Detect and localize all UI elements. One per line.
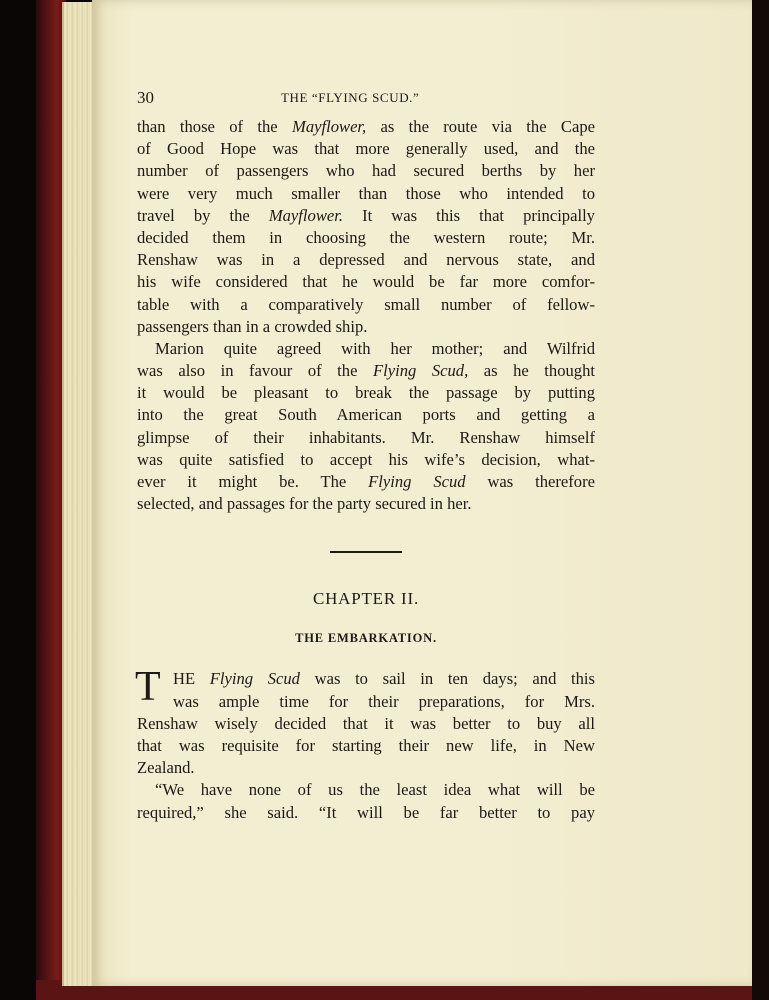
section-divider (330, 551, 402, 553)
text-line: was also in favour of the Flying Scud, as he thought (137, 361, 595, 381)
text-line: “We have none of us the least idea what will be (155, 780, 595, 800)
text-line: selected, and passages for the party secured in her. (137, 494, 472, 514)
page-number: 30 (137, 88, 154, 107)
paragraph-1 (137, 116, 595, 338)
text-line: table with a comparatively small number of fellow- (137, 294, 595, 314)
paragraph-4 (137, 779, 595, 823)
text-line: were very much smaller than those who intended to (137, 183, 595, 203)
scan-border (752, 0, 769, 1000)
text-line: required,” she said. “It will be far better to pay (137, 802, 595, 822)
page-content (137, 84, 595, 824)
chapter-subtitle: THE EMBARKATION. (295, 631, 437, 646)
text-line: passengers than in a crowded ship. (137, 316, 368, 336)
drop-cap: T (135, 664, 161, 711)
paragraph-3 (135, 664, 595, 779)
chapter-title: CHAPTER II. (312, 589, 420, 609)
text-line: his wife considered that he would be far more comfor- (137, 272, 595, 292)
text-line: HE Flying Scud was to sail in ten days; and this (173, 669, 595, 689)
text-line: it would be pleasant to break the passage by putting (137, 383, 595, 403)
text-line: Marion quite agreed with her mother; and Wilfrid (155, 338, 595, 358)
text-line: Renshaw wisely decided that it was better to buy all (137, 713, 595, 733)
text-line: decided them in choosing the western route; Mr. (137, 227, 595, 247)
text-line: Renshaw was in a depressed and nervous state, and (137, 250, 595, 270)
text-line: glimpse of their inhabitants. Mr. Renshaw himself (137, 427, 595, 447)
text-line: number of passengers who had secured berths by her (137, 161, 595, 181)
text-line: was ample time for their preparations, for Mrs. (173, 691, 595, 711)
paragraph-2 (137, 338, 595, 516)
text-line: ever it might be. The Flying Scud was therefore (137, 472, 595, 491)
text-line: that was requisite for starting their new life, in New (137, 735, 595, 755)
text-line: of Good Hope was that more generally used, and the (137, 139, 595, 159)
text-line: into the great South American ports and getting a (137, 405, 595, 425)
text-line: travel by the Mayflower. It was this that principally (137, 205, 595, 225)
page-header (137, 84, 595, 116)
text-line: Zealand. (137, 758, 195, 778)
text-line: was quite satisfied to accept his wife’s decision, what- (137, 449, 595, 469)
running-head: THE “FLYING SCUD.” (281, 90, 420, 105)
text-line: than those of the Mayflower, as the route via the Cape (137, 117, 595, 136)
